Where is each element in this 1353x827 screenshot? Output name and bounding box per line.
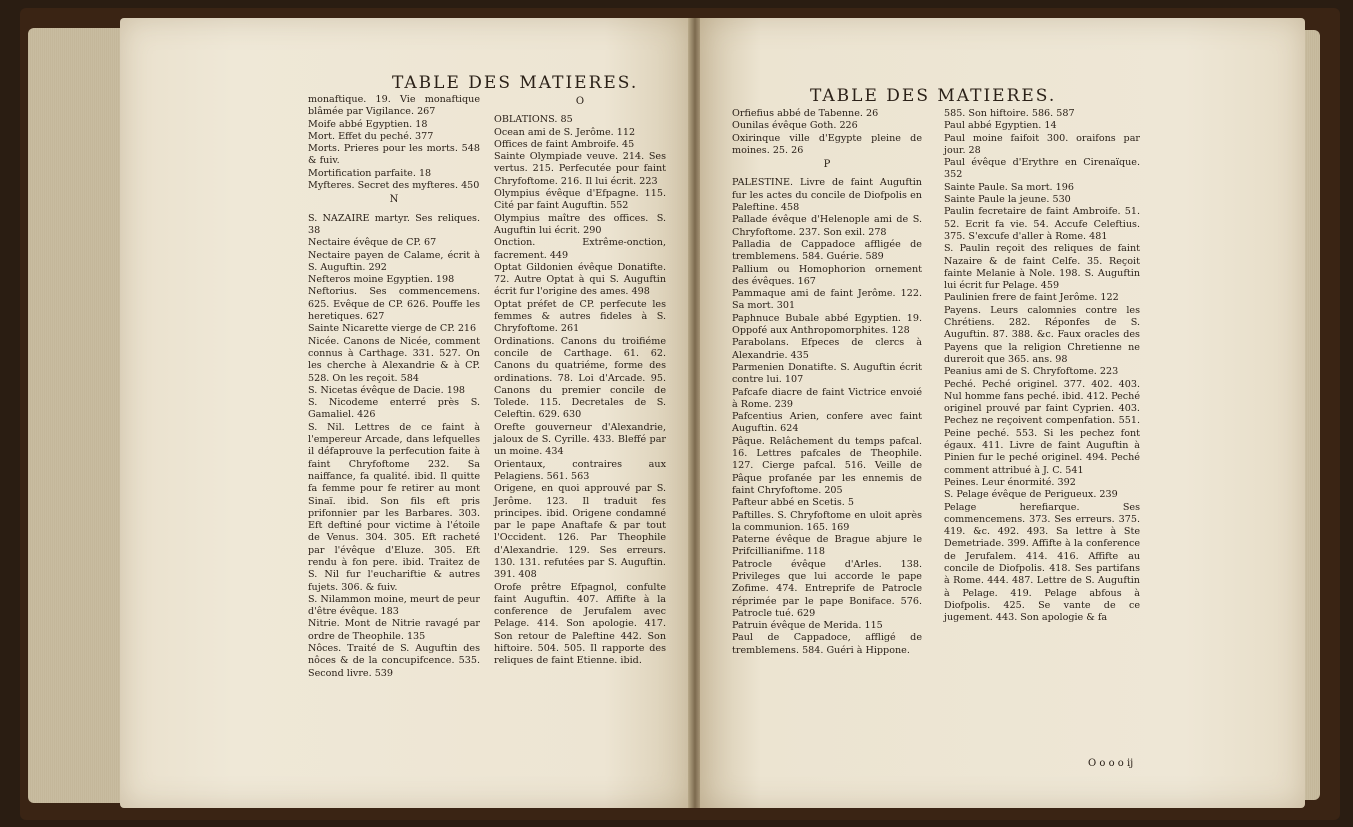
right-page-header: TABLE DES MATIERES. — [810, 86, 1057, 106]
index-entry: Paul moine faifoit 300. oraifons par jour. 28 — [944, 132, 1140, 156]
section-letter: O — [575, 96, 585, 107]
index-entry: Nefteros moine Egyptien. 198 — [308, 274, 455, 286]
index-entry: Ounilas évêque Goth. 226 — [732, 120, 858, 132]
index-entry: Patruin évêque de Merida. 115 — [732, 620, 883, 632]
right-column-2 — [944, 108, 1140, 624]
index-entry: Paterne évêque de Brague abjure le Prifcillianifme. 118 — [732, 534, 922, 558]
signature-mark: O o o o ij — [1088, 758, 1134, 769]
index-entry: Parabolans. Efpeces de clercs à Alexandrie. 435 — [732, 337, 922, 361]
right-column-1 — [732, 108, 922, 657]
index-entry: Paftilles. S. Chryfoftome en uloit après la communion. 165. 169 — [732, 509, 922, 533]
index-entry: monaftique. 19. Vie monaftique blâmée par Vigilance. 267 — [308, 94, 480, 118]
index-entry: Orefte gouverneur d'Alexandrie, jaloux de S. Cyrille. 433. Bleffé par un moine. 434 — [494, 421, 666, 458]
index-entry: Origene, en quoi approuvé par S. Jerôme. 123. Il traduit fes principes. ibid. Origene condamné par le pape Anaftafe & par tout l'Occident. 126. Par Theophile d'Alexandrie. 129. Ses erreurs. 130. 131. refutées par S. Auguftin. 391. 408 — [494, 483, 666, 581]
index-entry: Oxirinque ville d'Egypte pleine de moines. 25. 26 — [732, 132, 922, 156]
index-entry: PALESTINE. Livre de faint Auguftin fur les actes du concile de Diofpolis en Paleftine. 458 — [732, 177, 922, 214]
index-entry: Sainte Paule la jeune. 530 — [944, 194, 1071, 206]
index-entry: Pafteur abbé en Scetis. 5 — [732, 497, 854, 509]
index-entry: Ordinations. Canons du troifiéme concile de Carthage. 61. 62. Canons du quatriéme, forme des ordinations. 78. Loi d'Arcade. 95. Canons du premier concile de Tolede. 115. Decretales de S. Celeftin. 629. 630 — [494, 335, 666, 421]
index-entry: Nitrie. Mont de Nitrie ravagé par ordre de Theophile. 135 — [308, 618, 480, 642]
index-entry: Morts. Prieres pour les morts. 548 & fuiv. — [308, 143, 480, 167]
index-entry: Pafcentius Arien, confere avec faint Auguftin. 624 — [732, 411, 922, 435]
index-entry: Pammaque ami de faint Jerôme. 122. Sa mort. 301 — [732, 288, 922, 312]
index-entry: Optat Gildonien évêque Donatifte. 72. Autre Optat à qui S. Auguftin écrit fur l'origine des ames. 498 — [494, 261, 666, 298]
index-entry: Pelage herefiarque. Ses commencemens. 373. Ses erreurs. 375. 419. &c. 492. 493. Sa lettre à Ste Demetriade. 399. Affifte à la conference de Jerufalem. 414. 416. Affifte au concile de Diofpolis. 418. Ses partifans à Rome. 444. 487. Lettre de S. Auguftin à Pelage. 419. Pelage abfous à Diofpolis. 425. Se vante de ce jugement. 443. Son apologie & fa — [944, 501, 1140, 624]
index-entry: Optat préfet de CP. perfecute les femmes & autres fideles à S. Chryfoftome. 261 — [494, 298, 666, 335]
index-entry: Moife abbé Egyptien. 18 — [308, 118, 428, 130]
index-entry: Peines. Leur énormité. 392 — [944, 476, 1076, 488]
index-entry: Nôces. Traité de S. Auguftin des nôces & de la concupifcence. 535. Second livre. 539 — [308, 643, 480, 679]
index-entry: Sainte Paule. Sa mort. 196 — [944, 181, 1074, 193]
section-letter: P — [823, 159, 831, 171]
right-page — [700, 18, 1305, 808]
index-entry: Sainte Nicarette vierge de CP. 216 — [308, 323, 477, 335]
index-entry: Orfiefius abbé de Tabenne. 26 — [732, 108, 879, 119]
index-entry: Mort. Effet du peché. 377 — [308, 130, 434, 142]
index-entry: Nectaire évêque de CP. 67 — [308, 237, 437, 249]
index-entry: Pallium ou Homophorion ornement des évêques. 167 — [732, 263, 922, 287]
index-entry: S. NAZAIRE martyr. Ses reliques. 38 — [308, 212, 480, 236]
index-entry: Paul de Cappadoce, affligé de tremblemens. 584. Guéri à Hippone. — [732, 632, 922, 656]
index-entry: Pâque. Relâchement du temps pafcal. 16. Lettres pafcales de Theophile. 127. Cierge pafcal. 516. Veille de Pâque profanée par les ennemis de faint Chryfoftome. 205 — [732, 435, 922, 496]
index-entry: S. Nicodeme enterré près S. Gamaliel. 426 — [308, 397, 480, 421]
section-letter: N — [389, 194, 399, 206]
index-entry: Myfteres. Secret des myfteres. 450 — [308, 180, 480, 192]
index-entry: S. Nilammon moine, meurt de peur d'être évêque. 183 — [308, 593, 480, 618]
left-page — [120, 18, 690, 808]
index-entry: S. Paulin reçoit des reliques de faint Nazaire & de faint Celfe. 35. Reçoit fainte Melanie à Nole. 198. S. Auguftin lui écrit fur Pelage. 459 — [944, 243, 1140, 292]
index-entry: Parmenien Donatifte. S. Auguftin écrit contre lui. 107 — [732, 361, 922, 386]
index-entry: Offices de faint Ambroife. 45 — [494, 138, 635, 150]
index-entry: Sainte Olympiade veuve. 214. Ses vertus. 215. Perfecutée pour faint Chryfoftome. 216. Il lui écrit. 223 — [494, 151, 666, 187]
index-entry: S. Nicetas évêque de Dacie. 198 — [308, 384, 466, 396]
index-entry: Pafcafe diacre de faint Victrice envoié à Rome. 239 — [732, 386, 922, 410]
index-entry: Nicée. Canons de Nicée, comment connus à Carthage. 331. 527. On les cherche à Alexandrie & à CP. 528. On les reçoit. 584 — [308, 335, 480, 384]
index-entry: Olympius maître des offices. S. Auguftin lui écrit. 290 — [494, 212, 666, 236]
index-entry: Ocean ami de S. Jerôme. 112 — [494, 126, 636, 138]
index-entry: OBLATIONS. 85 — [494, 114, 573, 126]
index-entry: Paphnuce Bubale abbé Egyptien. 19. Oppofé aux Anthropomorphites. 128 — [732, 312, 922, 337]
index-entry: Payens. Leurs calomnies contre les Chrétiens. 282. Réponfes de S. Auguftin. 87. 388. &c. Faux oracles des Payens que la religion Chretienne ne dureroit que 365. ans. 98 — [944, 304, 1140, 365]
index-entry: S. Nil. Lettres de ce faint à l'empereur Arcade, dans lefquelles il défaprouve la perfecution faite à faint Chryfoftome 232. Sa naiffance, fa qualité. ibid. Il quitte fa femme pour fe retirer au mont Sinaï. ibid. Son fils eft pris prifonnier par les Barbares. 303. Eft deftiné pour victime à l'étoile de Venus. 304. 305. Eft racheté par l'évêque d'Eluze. 305. Eft rendu à fon pere. ibid. Traitez de S. Nil fur l'euchariftie & autres fujets. 306. & fuiv. — [308, 421, 480, 593]
index-entry: Nectaire payen de Calame, écrit à S. Auguftin. 292 — [308, 249, 480, 273]
page-edges-left — [28, 28, 123, 803]
index-entry: Paulinien frere de faint Jerôme. 122 — [944, 292, 1119, 304]
index-entry: Peanius ami de S. Chryfoftome. 223 — [944, 366, 1119, 378]
index-entry: Paul évêque d'Erythre en Cirenaïque. 352 — [944, 157, 1140, 181]
index-entry: S. Pelage évêque de Perigueux. 239 — [944, 489, 1118, 501]
index-entry: 585. Son hiftoire. 586. 587 — [944, 108, 1075, 119]
index-entry: Olympius évêque d'Efpagne. 115. Cité par faint Auguftin. 552 — [494, 188, 666, 212]
index-entry: Orofe prêtre Efpagnol, confulte faint Auguftin. 407. Affifte à la conference de Jerufalem avec Pelage. 414. Son apologie. 417. Son retour de Paleftine 442. Son hiftoire. 504. 505. Il rapporte des reliques de faint Etienne. ibid. — [494, 581, 666, 667]
left-column-1 — [308, 94, 480, 680]
index-entry: Palladia de Cappadoce affligée de tremblemens. 584. Guérie. 589 — [732, 238, 922, 263]
index-entry: Neftorius. Ses commencemens. 625. Evêque de CP. 626. Pouffe les heretiques. 627 — [308, 286, 480, 323]
index-entry: Patrocle évêque d'Arles. 138. Privileges que lui accorde le pape Zofime. 474. Entreprife de Patrocle réprimée par le pape Boniface. 576. Patrocle tué. 629 — [732, 558, 922, 619]
left-page-header: TABLE DES MATIERES. — [392, 73, 639, 93]
left-column-2 — [494, 94, 666, 668]
index-entry: Onction. Extrême-onction, facrement. 449 — [494, 237, 666, 261]
index-entry: Paul abbé Egyptien. 14 — [944, 120, 1057, 132]
index-entry: Pallade évêque d'Helenople ami de S. Chryfoftome. 237. Son exil. 278 — [732, 214, 922, 238]
index-entry: Orientaux, contraires aux Pelagiens. 561. 563 — [494, 458, 666, 482]
index-entry: Paulin fecretaire de faint Ambroife. 51. 52. Ecrit fa vie. 54. Accufe Celeftius. 375. S'excufe d'aller à Rome. 481 — [944, 206, 1140, 242]
index-entry: Mortification parfaite. 18 — [308, 167, 432, 179]
index-entry: Peché. Peché originel. 377. 402. 403. Nul homme fans peché. ibid. 412. Peché originel prouvé par faint Cyprien. 403. Pechez ne reçoivent compenfation. 551. Peine peché. 553. Si les pechez font égaux. 411. Livre de faint Auguftin à Pinien fur le peché originel. 494. Peché comment attribué à J. C. 541 — [944, 378, 1140, 476]
